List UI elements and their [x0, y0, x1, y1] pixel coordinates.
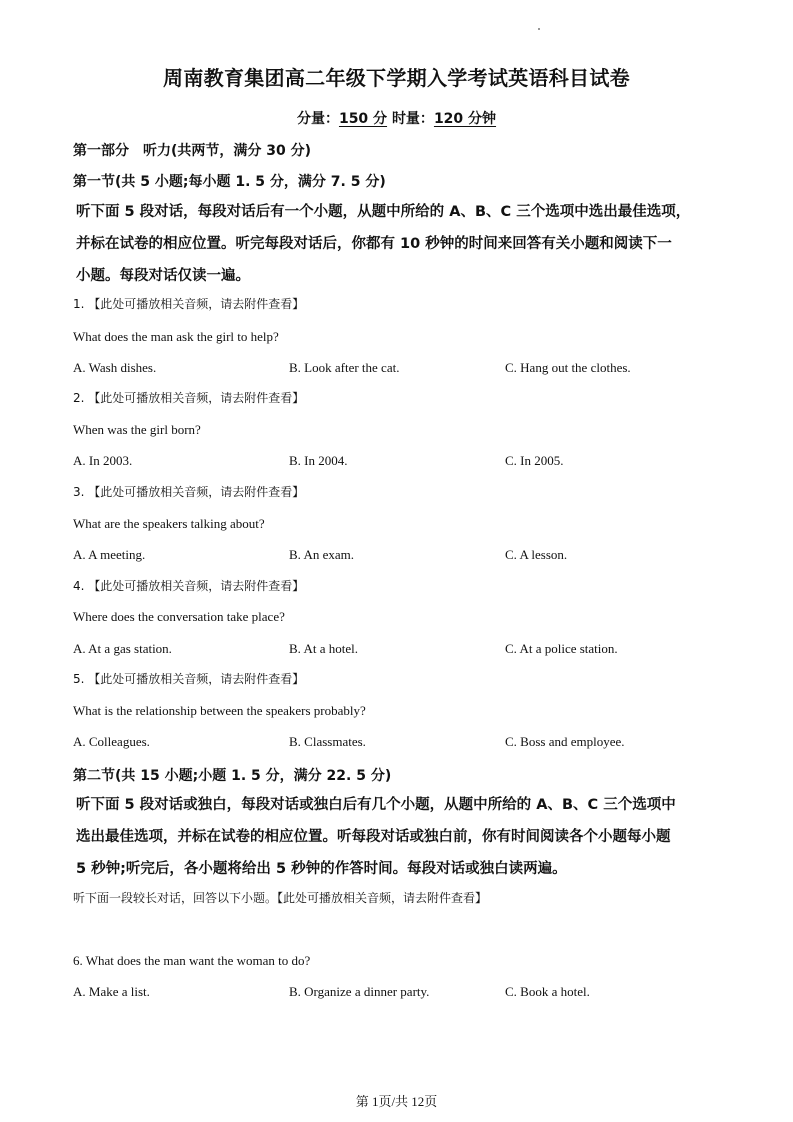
- option-a-q5[interactable]: A. Colleagues.: [73, 734, 150, 749]
- time-label: 时量：: [391, 111, 434, 127]
- option-a-q3[interactable]: A. A meeting.: [73, 547, 146, 562]
- option-b-q1[interactable]: B. Look after the cat.: [289, 360, 400, 375]
- option-b-q3[interactable]: B. An exam.: [289, 547, 354, 562]
- option-c-q3[interactable]: C. A lesson.: [505, 547, 568, 562]
- option-c-q5[interactable]: C. Boss and employee.: [505, 734, 625, 749]
- instruction-line: 选出最佳选项，并标在试卷的相应位置。听每段对话或独白前，你有时间阅读各个小题每小题: [76, 829, 671, 845]
- audio-link-q3[interactable]: 3. 【此处可播放相关音频，请去附件查看】: [73, 485, 305, 499]
- scan-dot: [538, 28, 540, 30]
- score-time-line: [0, 108, 793, 128]
- score-value: 150 分: [338, 111, 388, 127]
- section2-heading: 第二节(共 15 小题;小题 1. 5 分，满分 22. 5 分): [73, 768, 392, 784]
- instruction-line: 5 秒钟;听完后，各小题将给出 5 秒钟的作答时间。每段对话或独白读两遍。: [76, 861, 567, 877]
- option-a-q1[interactable]: A. Wash dishes.: [73, 360, 157, 375]
- page-number-footer: 第 1页/共 12页: [355, 1094, 438, 1109]
- page-title: 周南教育集团高二年级下学期入学考试英语科目试卷: [163, 66, 630, 90]
- option-b-q2[interactable]: B. In 2004.: [289, 453, 348, 468]
- option-c-q2[interactable]: C. In 2005.: [505, 453, 564, 468]
- option-c-q1[interactable]: C. Hang out the clothes.: [505, 360, 631, 375]
- option-c-q6[interactable]: C. Book a hotel.: [505, 984, 590, 999]
- question-text-q1: What does the man ask the girl to help?: [73, 329, 279, 344]
- option-c-q4[interactable]: C. At a police station.: [505, 641, 618, 656]
- option-b-q4[interactable]: B. At a hotel.: [289, 641, 358, 656]
- instruction-line: 听下面 5 段对话或独白，每段对话或独白后有几个小题，从题中所给的 A、B、C 三个选项中: [76, 797, 676, 813]
- part1-heading: 第一部分 听力(共两节，满分 30 分): [73, 143, 312, 159]
- option-a-q4[interactable]: A. At a gas station.: [73, 641, 172, 656]
- time-value: 120 分钟: [433, 111, 497, 127]
- question-text-q2: When was the girl born?: [73, 422, 201, 437]
- instruction-line: 听下面 5 段对话，每段对话后有一个小题，从题中所给的 A、B、C 三个选项中选出最佳选项，: [76, 204, 691, 220]
- option-b-q5[interactable]: B. Classmates.: [289, 734, 366, 749]
- instruction-line: 小题。每段对话仅读一遍。: [76, 268, 250, 284]
- question-text-q5: What is the relationship between the speakers probably?: [73, 703, 366, 718]
- listen-note-audio-link[interactable]: 听下面一段较长对话，回答以下小题。【此处可播放相关音频，请去附件查看】: [73, 891, 488, 905]
- section2-instructions: [76, 789, 736, 885]
- question-text-q6: 6. What does the man want the woman to do?: [73, 953, 311, 968]
- option-a-q6[interactable]: A. Make a list.: [73, 984, 150, 999]
- audio-link-q5[interactable]: 5. 【此处可播放相关音频，请去附件查看】: [73, 672, 305, 686]
- option-a-q2[interactable]: A. In 2003.: [73, 453, 133, 468]
- option-b-q6[interactable]: B. Organize a dinner party.: [289, 984, 430, 999]
- audio-link-q4[interactable]: 4. 【此处可播放相关音频，请去附件查看】: [73, 579, 305, 593]
- section1-heading: 第一节(共 5 小题;每小题 1. 5 分，满分 7. 5 分): [73, 174, 386, 190]
- question-text-q3: What are the speakers talking about?: [73, 516, 265, 531]
- audio-link-q1[interactable]: 1. 【此处可播放相关音频，请去附件查看】: [73, 297, 305, 311]
- score-label: 分量：: [296, 111, 339, 127]
- instruction-line: 并标在试卷的相应位置。听完每段对话后，你都有 10 秒钟的时间来回答有关小题和阅读下一: [76, 236, 672, 252]
- question-text-q4: Where does the conversation take place?: [73, 609, 285, 624]
- section1-instructions: [76, 196, 736, 292]
- audio-link-q2[interactable]: 2. 【此处可播放相关音频，请去附件查看】: [73, 391, 305, 405]
